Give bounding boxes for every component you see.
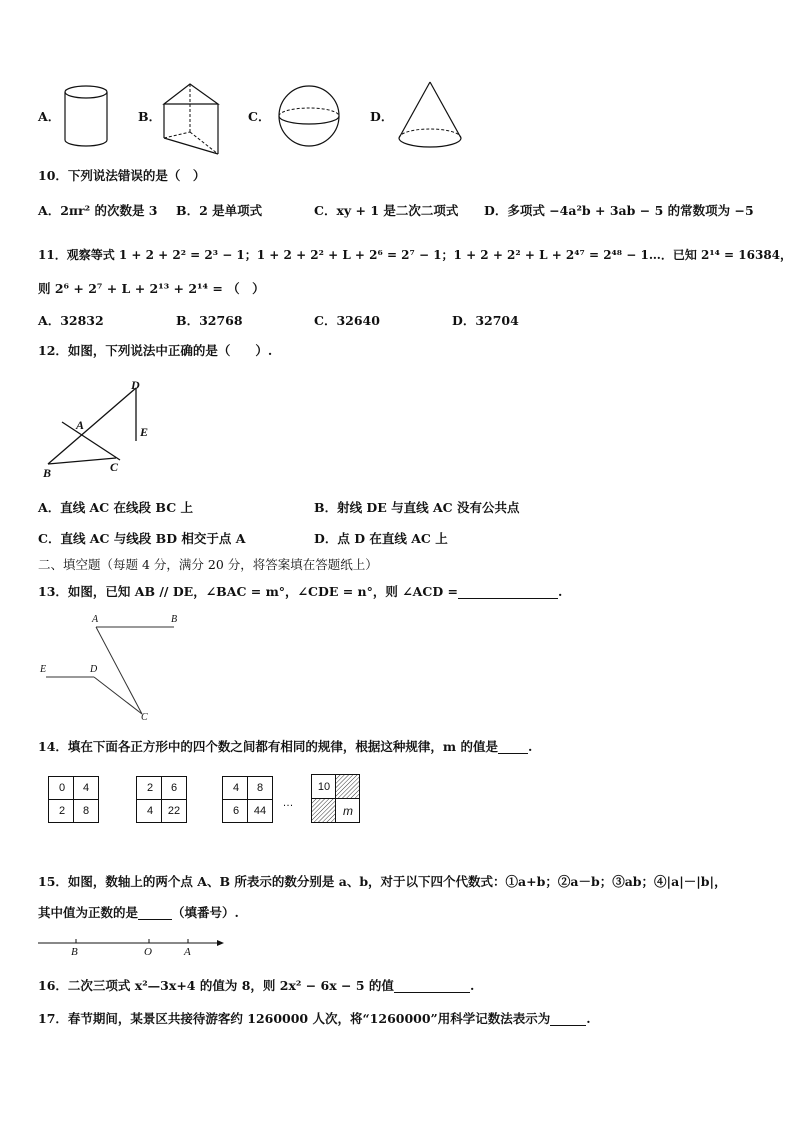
section-2-heading: 二、填空题（每题 4 分，满分 20 分，将答案填在答题纸上） <box>38 557 378 572</box>
q16-stem-text: 16．二次三项式 x²—3x+4 的值为 8，则 2x² − 6x − 5 的值 <box>38 978 394 993</box>
q17-stem-text: 17．春节期间，某景区共接待游客约 1260000 人次，将“1260000”用科学记数法表示为 <box>38 1011 551 1026</box>
q13-label-d: D <box>90 664 98 675</box>
q16-stem <box>38 980 474 993</box>
q13-label-c: C <box>141 712 148 723</box>
q12-label-d: D <box>131 378 140 392</box>
q14-ellipsis: … <box>282 797 294 809</box>
q13-stem <box>38 586 562 599</box>
q9-option-b: B． <box>138 109 162 124</box>
q15-stem: 15．如图，数轴上的两个点 A、B 所表示的数分别是 a、b，对于以下四个代数式：①a+b；②a－b；③ab；④|a|－|b|， <box>38 874 727 889</box>
q13-label-a: A <box>92 614 99 625</box>
q14-s1-br: 8 <box>82 805 90 817</box>
q10-option-c: C．xy + 1 是二次二项式 <box>314 203 459 218</box>
q13-answer-blank[interactable] <box>458 587 558 599</box>
q12-stem: 12．如图，下列说法中正确的是（ ）. <box>38 343 273 358</box>
q14-s2-tr: 6 <box>170 782 178 794</box>
q15-stem-2 <box>38 907 239 920</box>
q14-s3-tl: 4 <box>232 782 240 794</box>
prism-figure <box>162 82 222 156</box>
q14-s2-bl: 4 <box>146 805 154 817</box>
q17-end: . <box>586 1011 591 1026</box>
q16-answer-blank[interactable] <box>394 981 470 993</box>
q15-answer-blank[interactable] <box>138 908 172 920</box>
q11-stem-2: 则 2⁶ + 2⁷ + L + 2¹³ + 2¹⁴ = （ ） <box>38 281 265 296</box>
q11-option-a: A．32832 <box>38 313 104 328</box>
q15-stem-2-text: 其中值为正数的是 <box>38 905 139 920</box>
q11-option-c: C．32640 <box>314 313 380 328</box>
number-line-label-b: B <box>71 946 78 958</box>
q14-s2-tl: 2 <box>146 782 154 794</box>
q10-option-a: A．2πr² 的次数是 3 <box>38 203 158 218</box>
q14-s2-br: 22 <box>167 805 181 817</box>
q12-option-d: D．点 D 在直线 AC 上 <box>314 531 448 546</box>
q9-option-a: A． <box>38 109 61 124</box>
q14-s4-tl: 10 <box>317 781 331 793</box>
q12-option-c: C．直线 AC 与线段 BD 相交于点 A <box>38 531 246 546</box>
q14-s1-bl: 2 <box>58 805 66 817</box>
q14-s3-tr: 8 <box>256 782 264 794</box>
q14-s3-bl: 6 <box>232 805 240 817</box>
q14-s3-br: 44 <box>253 805 267 817</box>
q14-stem <box>38 741 532 754</box>
q14-s4-m: m <box>343 804 353 818</box>
q12-label-c: C <box>110 460 119 474</box>
q11-stem: 11．观察等式 1 + 2 + 2² = 2³ − 1；1 + 2 + 2² + L + 2⁶ = 2⁷ − 1；1 + 2 + 2² + L + 2⁴⁷ = 2⁴⁸ − 1…．已知 2¹⁴ = 16384， <box>38 248 793 262</box>
q12-option-b: B．射线 DE 与直线 AC 没有公共点 <box>314 500 520 515</box>
q12-label-b: B <box>43 466 52 480</box>
q14-s1-tr: 4 <box>82 782 90 794</box>
number-line-label-o: O <box>144 946 152 958</box>
q12-label-e: E <box>140 425 149 439</box>
q11-option-d: D．32704 <box>452 313 519 328</box>
cone-figure <box>396 80 466 154</box>
q13-end: . <box>558 584 563 599</box>
number-line <box>38 936 228 950</box>
q13-label-b: B <box>171 614 178 625</box>
q13-figure <box>40 618 190 726</box>
q17-stem <box>38 1013 591 1026</box>
sphere-figure <box>274 86 346 148</box>
q14-s1-tl: 0 <box>58 782 66 794</box>
q10-stem: 10．下列说法错误的是（ ） <box>38 168 206 183</box>
q9-option-d: D． <box>370 109 394 124</box>
q9-option-c: C． <box>248 109 271 124</box>
q14-end: . <box>527 739 533 754</box>
q17-answer-blank[interactable] <box>550 1014 586 1026</box>
q10-option-d: D．多项式 −4a²b + 3ab − 5 的常数项为 −5 <box>484 203 754 218</box>
q12-option-a: A．直线 AC 在线段 BC 上 <box>38 500 193 515</box>
q11-option-b: B．32768 <box>176 313 243 328</box>
q16-end: . <box>469 978 475 993</box>
q13-label-e: E <box>40 664 47 675</box>
number-line-label-a: A <box>184 946 191 958</box>
q12-label-a: A <box>76 418 85 432</box>
q10-option-b: B．2 是单项式 <box>176 203 263 218</box>
q13-stem-text: 13．如图，已知 AB // DE，∠BAC = m°，∠CDE = n°，则 ∠ACD = <box>38 584 458 599</box>
q14-answer-blank[interactable] <box>498 742 528 754</box>
q15-stem-2-end: （填番号）. <box>172 905 239 920</box>
cylinder-figure <box>62 84 112 148</box>
q14-stem-text: 14．填在下面各正方形中的四个数之间都有相同的规律，根据这种规律，m 的值是 <box>38 739 498 754</box>
